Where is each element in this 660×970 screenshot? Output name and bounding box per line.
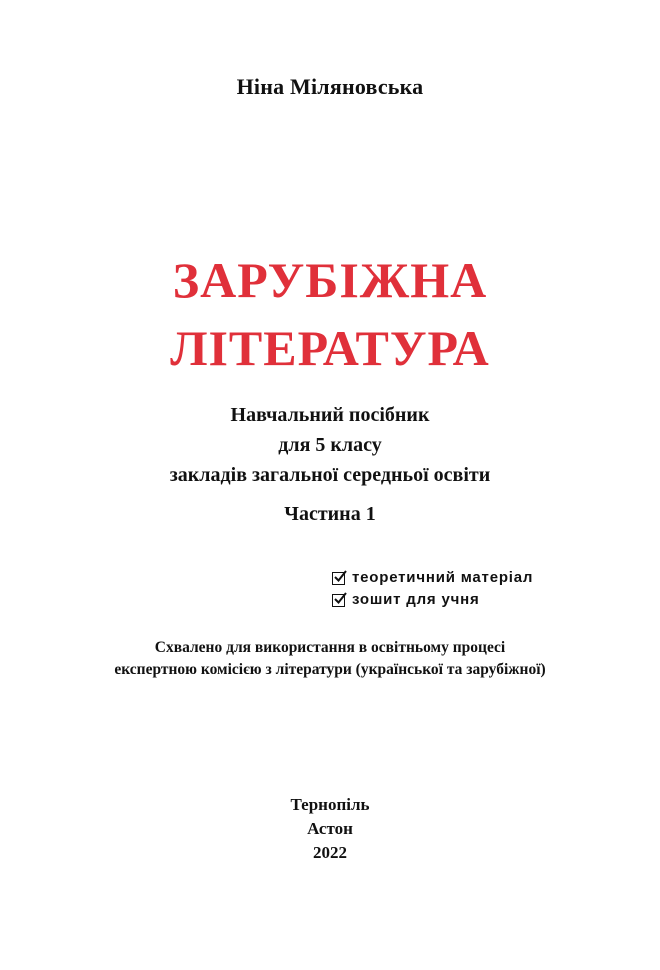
features-list <box>332 567 533 611</box>
approval-note <box>0 637 660 681</box>
book-title <box>0 246 660 382</box>
imprint-year: 2022 <box>313 843 347 862</box>
imprint <box>0 793 660 865</box>
imprint-publisher: Астон <box>307 819 353 838</box>
subtitle-line-2: для 5 класу <box>278 434 382 456</box>
checked-box-icon <box>332 594 345 607</box>
feature-item-workbook <box>332 589 533 611</box>
book-title-line-1: ЗАРУБІЖНА <box>172 252 488 308</box>
imprint-city: Тернопіль <box>290 795 370 814</box>
checked-box-icon <box>332 572 345 585</box>
book-subtitle <box>0 400 660 490</box>
approval-line-1: Схвалено для використання в освітньому процесі <box>154 639 506 656</box>
approval-line-2: експертною комісією з літератури (української та зарубіжної) <box>114 661 546 678</box>
feature-item-theory <box>332 567 533 589</box>
book-title-line-2: ЛІТЕРАТУРА <box>170 320 490 376</box>
feature-label: теоретичний матеріал <box>352 569 534 586</box>
subtitle-line-3: закладів загальної середньої освіти <box>169 464 491 486</box>
feature-label: зошит для учня <box>352 591 480 608</box>
part-number: Частина 1 <box>284 503 376 525</box>
subtitle-line-1: Навчальний посібник <box>230 404 430 426</box>
author-name: Ніна Міляновська <box>236 74 424 99</box>
